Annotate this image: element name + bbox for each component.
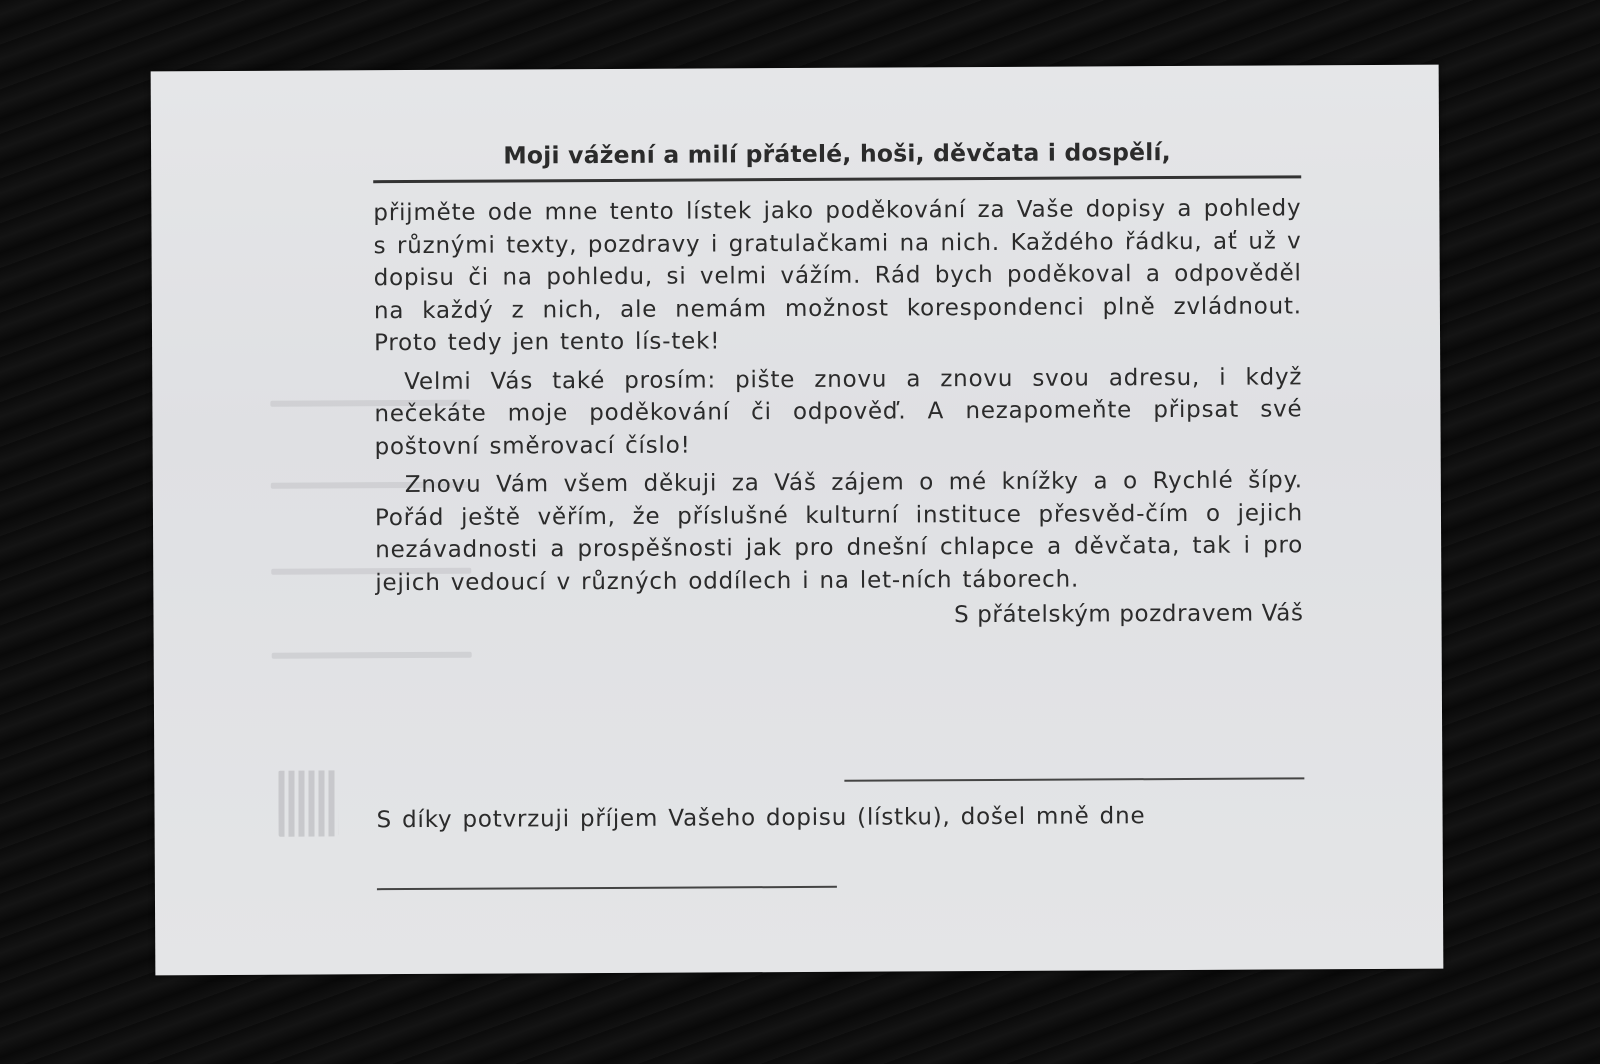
faded-stamp-mark <box>278 770 338 836</box>
postcard <box>151 65 1444 976</box>
paragraph-3: Znovu Vám všem děkuji za Váš zájem o mé knížky a o Rychlé šípy. Pořád ještě věřím, že příslušné kulturní instituce přesvěd-čím o jejich nezávadnosti a prospěšnosti jak pro dnešní chlapce a děvčata, tak i pro jejich vedoucí v různých oddílech i na let-ních táborech. <box>374 467 1304 596</box>
date-line <box>377 886 837 890</box>
paragraph-1: přijměte ode mne tento lístek jako poděkování za Vaše dopisy a pohledy s různými texty, pozdravy i gratulačkami na nich. Každého řádku, ať už v dopisu či na pohledu, si velmi vážím. Rád bych poděkoval a odpověděl na každý z nich, ale nemám možnost korespondenci plně zvládnout. Proto tedy jen tento lís-tek! <box>373 195 1302 357</box>
receipt-confirmation <box>376 802 1308 833</box>
signature-line <box>844 777 1304 781</box>
letter-text <box>373 137 1304 631</box>
heading-divider <box>373 175 1301 183</box>
greeting-heading: Moji vážení a milí přátelé, hoši, děvčata i dospělí, <box>503 138 1171 170</box>
faded-imprint <box>272 652 472 659</box>
receipt-text: S díky potvrzuji příjem Vašeho dopisu (lístku), došel mně dne <box>376 803 1146 834</box>
closing-salutation: S přátelským pozdravem Váš <box>953 600 1304 629</box>
paragraph-2: Velmi Vás také prosím: pište znovu a znovu svou adresu, i když nečekáte moje poděkování či odpověď. A nezapomeňte připsat své poštovní směrovací číslo! <box>374 363 1303 460</box>
